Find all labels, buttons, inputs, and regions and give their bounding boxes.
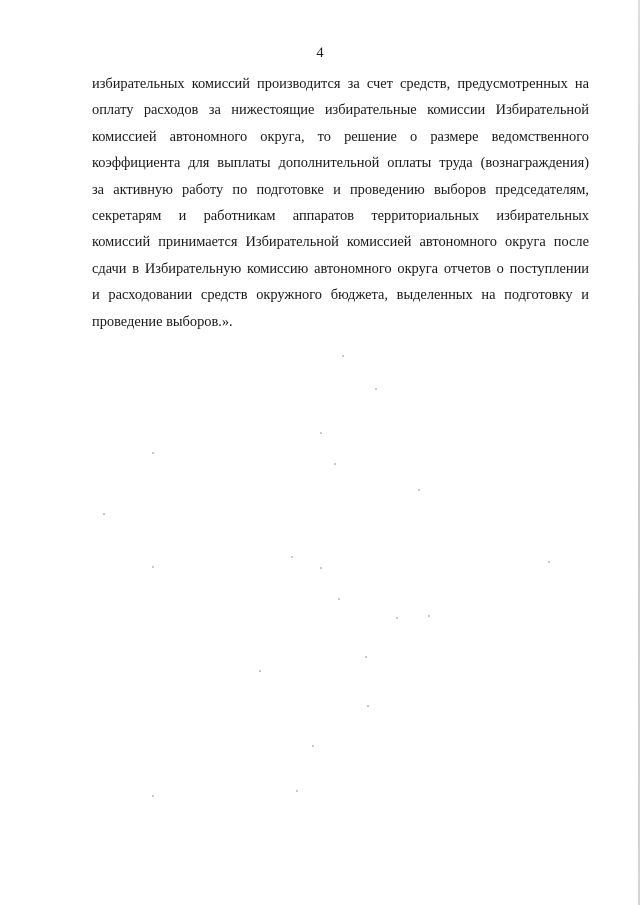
scan-speck [152, 795, 154, 797]
scan-speck [320, 432, 322, 434]
paragraph-line: комиссией автономного округа, то решение о размере ведомственного [92, 128, 589, 145]
scan-speck [367, 705, 369, 707]
scan-speck [548, 561, 550, 563]
scan-speck [418, 489, 420, 491]
page-number: 4 [316, 45, 324, 61]
paragraph-line: оплату расходов за нижестоящие избирательные комиссии Избирательной [92, 102, 589, 119]
paragraph-line: и расходовании средств окружного бюджета, выделенных на подготовку и [92, 287, 589, 304]
scan-speck [296, 790, 298, 792]
paragraph-line: секретарям и работникам аппаратов территориальных избирательных [92, 207, 589, 224]
paragraph-line: проведение выборов.». [92, 313, 233, 330]
scan-speck [320, 567, 322, 569]
scan-speck [375, 388, 377, 390]
paragraph-line: избирательных комиссий производится за счет средств, предусмотренных на [92, 76, 589, 92]
scan-speck [334, 463, 336, 465]
scan-speck [396, 617, 398, 619]
scan-speck [103, 513, 105, 515]
scan-speck [338, 598, 340, 600]
paragraph-line: за активную работу по подготовке и проведению выборов председателям, [92, 181, 589, 198]
scan-speck [428, 615, 430, 617]
scan-speck [291, 556, 293, 558]
scan-speck [342, 355, 344, 357]
paragraph-line: коэффициента для выплаты дополнительной оплаты труда (вознаграждения) [92, 155, 589, 172]
paragraph-line: сдачи в Избирательную комиссию автономного округа отчетов о поступлении [92, 260, 589, 277]
scan-speck [365, 656, 367, 658]
paragraph-line: комиссий принимается Избирательной комиссией автономного округа после [92, 234, 589, 251]
scan-speck [152, 452, 154, 454]
scan-speck [312, 745, 314, 747]
scan-speck [152, 566, 154, 568]
body-paragraph [92, 71, 589, 335]
scan-speck [259, 670, 261, 672]
